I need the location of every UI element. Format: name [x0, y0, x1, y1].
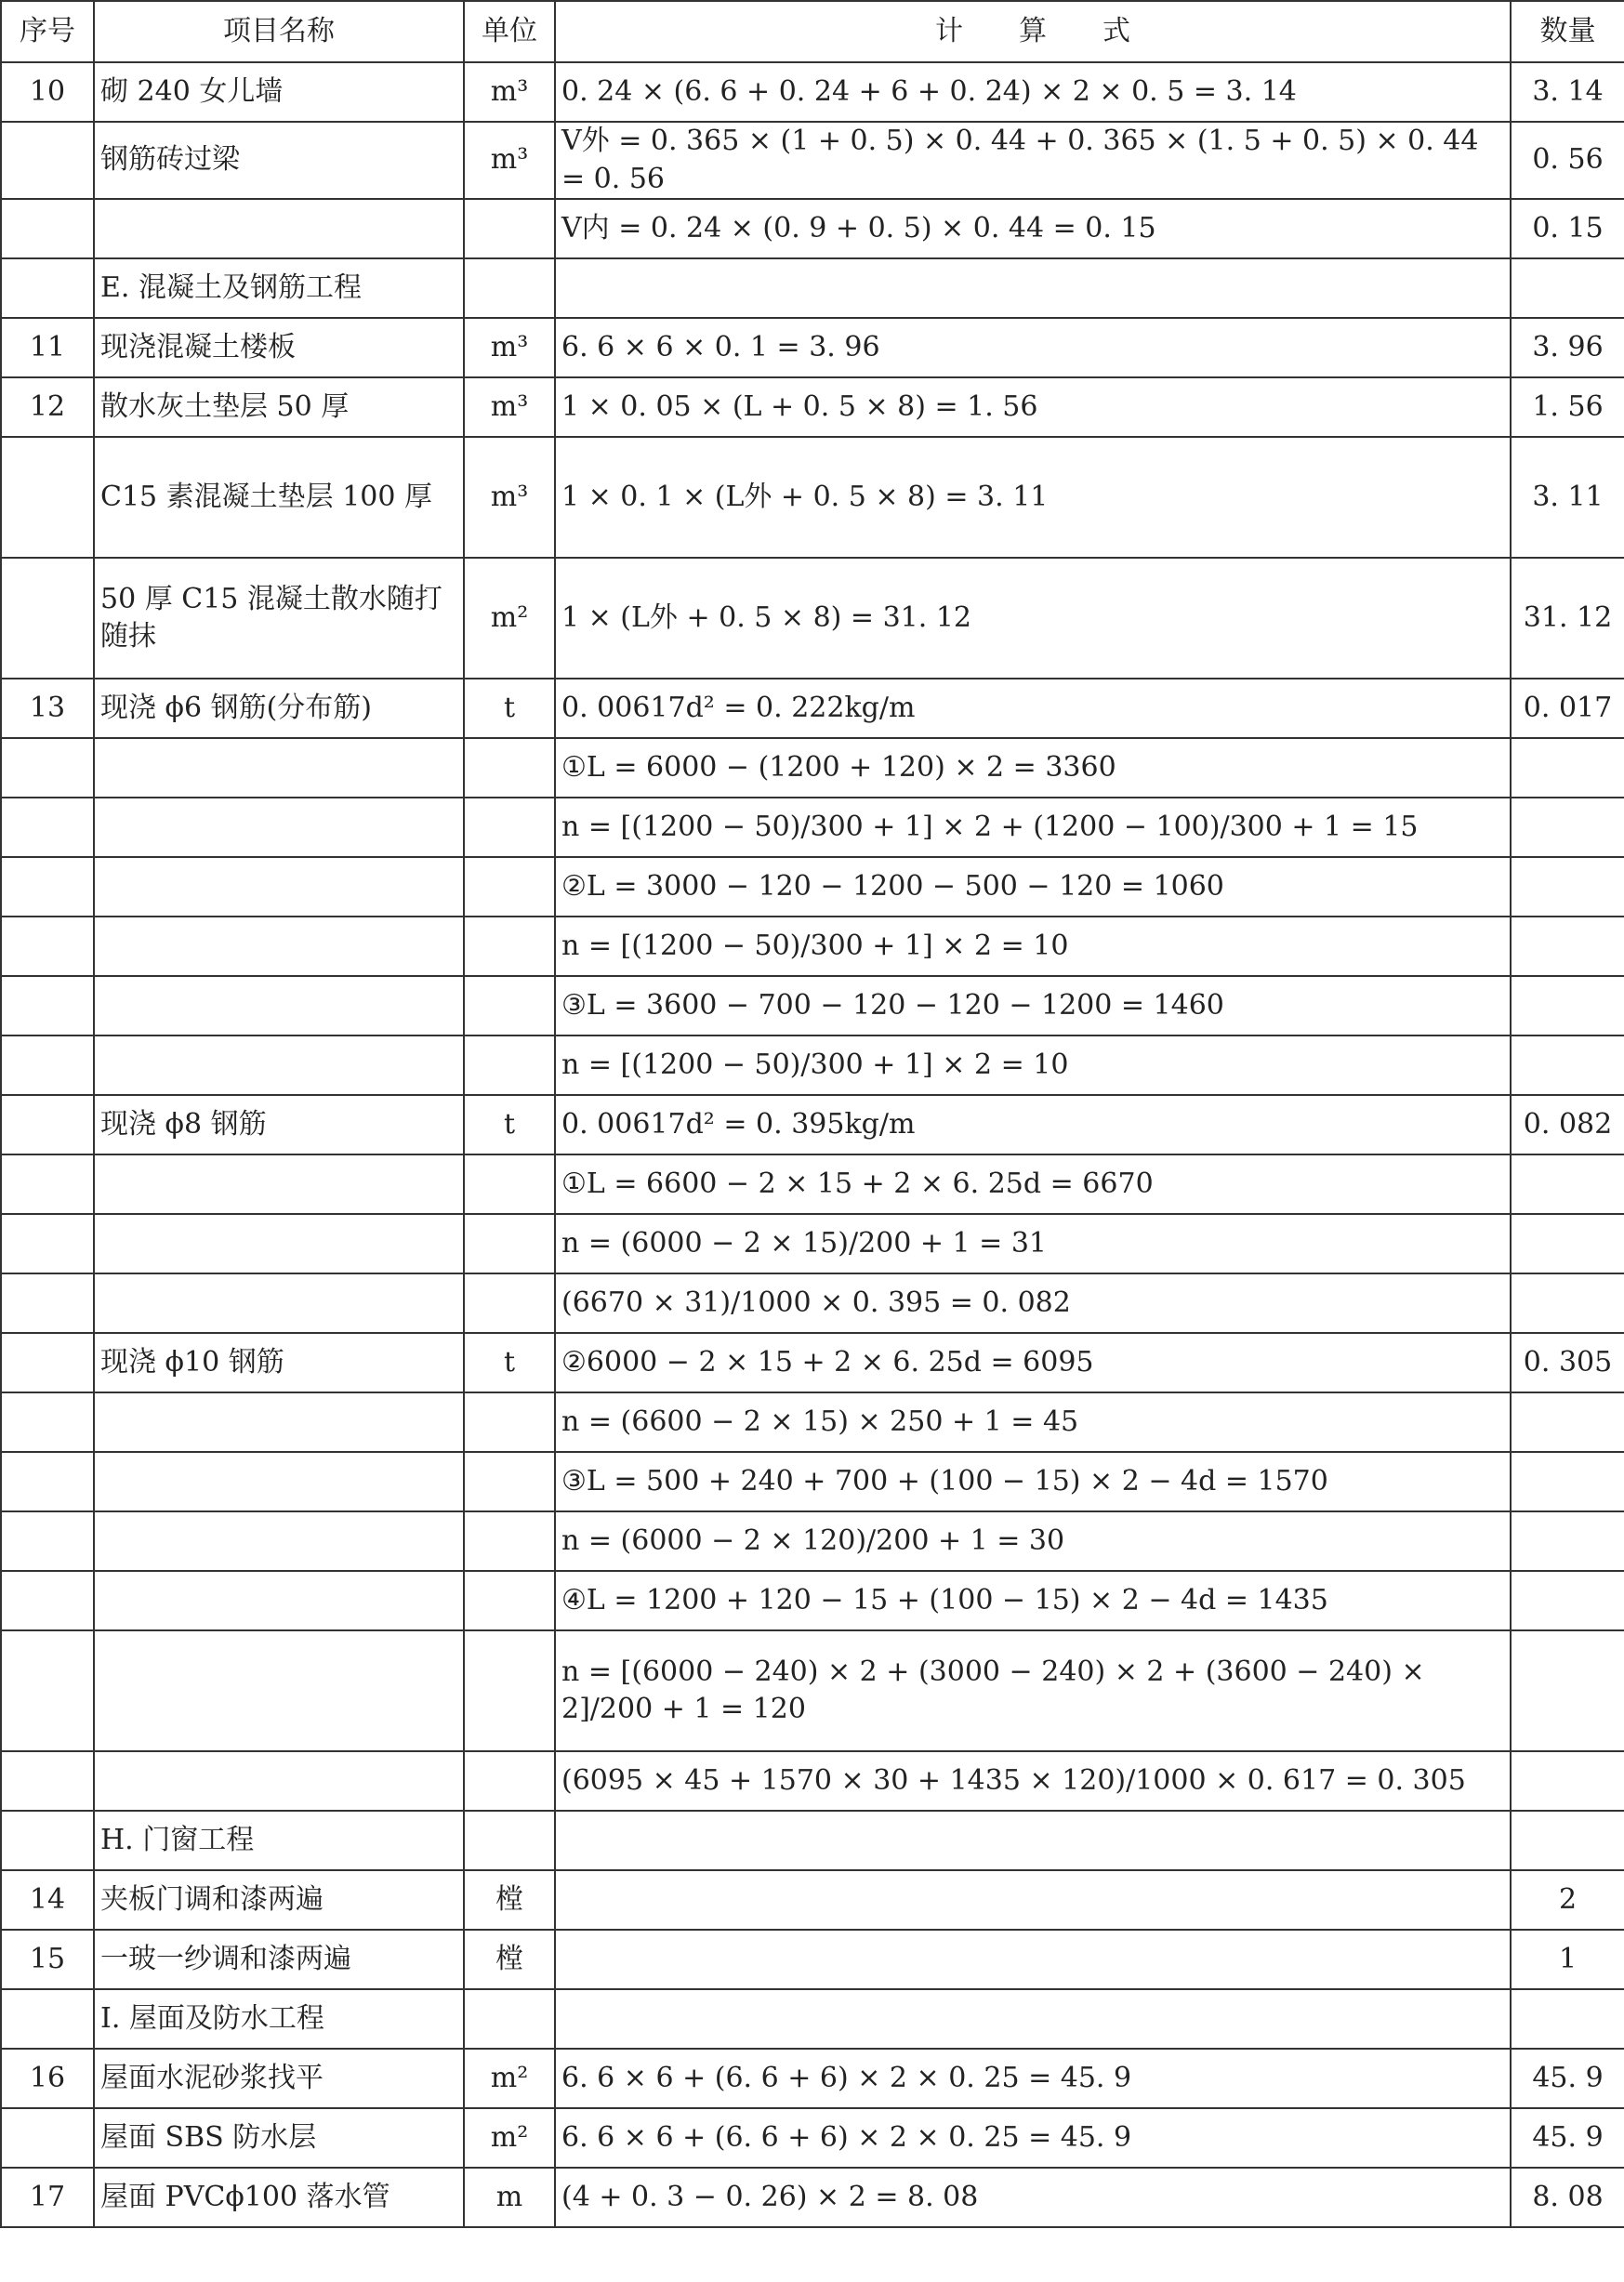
- formula-cell: 0. 24 × (6. 6 + 0. 24 + 6 + 0. 24) × 2 × 0. 5 = 3. 14: [555, 62, 1511, 122]
- formula-cell: V外 = 0. 365 × (1 + 0. 5) × 0. 44 + 0. 365 × (1. 5 + 0. 5) × 0. 44 = 0. 56: [555, 122, 1511, 199]
- unit-cell: [464, 1811, 555, 1870]
- quantity-cell: 1: [1511, 1930, 1624, 1989]
- row-number: [1, 1452, 94, 1511]
- formula-cell: n = (6000 − 2 × 120)/200 + 1 = 30: [555, 1511, 1511, 1571]
- unit-cell: [464, 1511, 555, 1571]
- unit-cell: [464, 258, 555, 318]
- formula-cell: n = [(6000 − 240) × 2 + (3000 − 240) × 2 + (3600 − 240) × 2]/200 + 1 = 120: [555, 1630, 1511, 1751]
- header-formula: 计 算 式: [555, 1, 1511, 62]
- unit-cell: 樘: [464, 1870, 555, 1930]
- table-row: [1, 1870, 1624, 1930]
- quantity-cell: [1511, 1154, 1624, 1214]
- table-row: [1, 62, 1624, 122]
- header-unit: 单位: [464, 1, 555, 62]
- table-row: [1, 1273, 1624, 1333]
- quantity-cell: [1511, 798, 1624, 857]
- formula-cell: n = (6000 − 2 × 15)/200 + 1 = 31: [555, 1214, 1511, 1273]
- header-name: 项目名称: [94, 1, 464, 62]
- quantity-cell: 1. 56: [1511, 377, 1624, 437]
- quantity-cell: [1511, 1273, 1624, 1333]
- unit-cell: [464, 1630, 555, 1751]
- row-number: [1, 122, 94, 199]
- formula-cell: [555, 1811, 1511, 1870]
- unit-cell: [464, 1392, 555, 1452]
- table-row: [1, 1751, 1624, 1811]
- quantity-cell: [1511, 1392, 1624, 1452]
- unit-cell: [464, 199, 555, 258]
- item-name: 屋面 PVCϕ100 落水管: [94, 2168, 464, 2227]
- table-row: [1, 377, 1624, 437]
- unit-cell: [464, 1452, 555, 1511]
- item-name: 砌 240 女儿墙: [94, 62, 464, 122]
- item-name: 现浇 ϕ10 钢筋: [94, 1333, 464, 1392]
- unit-cell: m³: [464, 377, 555, 437]
- row-number: [1, 1035, 94, 1095]
- formula-cell: (4 + 0. 3 − 0. 26) × 2 = 8. 08: [555, 2168, 1511, 2227]
- table-body: [1, 62, 1624, 2227]
- row-number: [1, 1154, 94, 1214]
- table-row: [1, 437, 1624, 558]
- unit-cell: [464, 976, 555, 1035]
- table-row: [1, 558, 1624, 679]
- formula-cell: 6. 6 × 6 × 0. 1 = 3. 96: [555, 318, 1511, 377]
- unit-cell: [464, 857, 555, 917]
- quantity-cell: [1511, 917, 1624, 976]
- unit-cell: [464, 1214, 555, 1273]
- unit-cell: [464, 1571, 555, 1630]
- quantity-cell: 3. 96: [1511, 318, 1624, 377]
- formula-cell: n = (6600 − 2 × 15) × 250 + 1 = 45: [555, 1392, 1511, 1452]
- table-row: [1, 857, 1624, 917]
- item-name: 现浇 ϕ6 钢筋(分布筋): [94, 679, 464, 738]
- item-name: [94, 917, 464, 976]
- row-number: [1, 1630, 94, 1751]
- formula-cell: 1 × 0. 1 × (L外 + 0. 5 × 8) = 3. 11: [555, 437, 1511, 558]
- row-number: [1, 1751, 94, 1811]
- formula-cell: n = [(1200 − 50)/300 + 1] × 2 = 10: [555, 917, 1511, 976]
- row-number: [1, 1273, 94, 1333]
- formula-cell: n = [(1200 − 50)/300 + 1] × 2 + (1200 − 100)/300 + 1 = 15: [555, 798, 1511, 857]
- formula-cell: n = [(1200 − 50)/300 + 1] × 2 = 10: [555, 1035, 1511, 1095]
- formula-cell: 1 × (L外 + 0. 5 × 8) = 31. 12: [555, 558, 1511, 679]
- unit-cell: [464, 1035, 555, 1095]
- table-row: [1, 679, 1624, 738]
- quantity-cell: [1511, 258, 1624, 318]
- item-name: E. 混凝土及钢筋工程: [94, 258, 464, 318]
- formula-cell: 1 × 0. 05 × (L + 0. 5 × 8) = 1. 56: [555, 377, 1511, 437]
- quantity-cell: [1511, 857, 1624, 917]
- item-name: [94, 857, 464, 917]
- row-number: 14: [1, 1870, 94, 1930]
- formula-cell: 0. 00617d² = 0. 395kg/m: [555, 1095, 1511, 1154]
- formula-cell: (6095 × 45 + 1570 × 30 + 1435 × 120)/1000 × 0. 617 = 0. 305: [555, 1751, 1511, 1811]
- item-name: 现浇混凝土楼板: [94, 318, 464, 377]
- unit-cell: m: [464, 2168, 555, 2227]
- quantity-cell: [1511, 1214, 1624, 1273]
- quantity-cell: 45. 9: [1511, 2108, 1624, 2168]
- row-number: [1, 2108, 94, 2168]
- table-row: [1, 2108, 1624, 2168]
- row-number: [1, 738, 94, 798]
- formula-cell: ②6000 − 2 × 15 + 2 × 6. 25d = 6095: [555, 1333, 1511, 1392]
- row-number: [1, 798, 94, 857]
- row-number: 16: [1, 2049, 94, 2108]
- quantity-cell: [1511, 1751, 1624, 1811]
- quantity-cell: 0. 56: [1511, 122, 1624, 199]
- row-number: [1, 1989, 94, 2049]
- row-number: [1, 1392, 94, 1452]
- quantity-cell: [1511, 1811, 1624, 1870]
- table-row: [1, 1035, 1624, 1095]
- item-name: [94, 199, 464, 258]
- row-number: [1, 258, 94, 318]
- table-row: [1, 1333, 1624, 1392]
- item-name: 现浇 ϕ8 钢筋: [94, 1095, 464, 1154]
- item-name: [94, 1511, 464, 1571]
- table-row: [1, 1630, 1624, 1751]
- table-row: [1, 1571, 1624, 1630]
- table-row: [1, 318, 1624, 377]
- unit-cell: [464, 1751, 555, 1811]
- unit-cell: 樘: [464, 1930, 555, 1989]
- header-qty: 数量: [1511, 1, 1624, 62]
- table-row: [1, 258, 1624, 318]
- quantity-cell: 0. 15: [1511, 199, 1624, 258]
- unit-cell: [464, 1154, 555, 1214]
- formula-cell: ②L = 3000 − 120 − 1200 − 500 − 120 = 1060: [555, 857, 1511, 917]
- quantity-cell: [1511, 1035, 1624, 1095]
- table-row: [1, 1392, 1624, 1452]
- item-name: 屋面 SBS 防水层: [94, 2108, 464, 2168]
- formula-cell: [555, 1870, 1511, 1930]
- item-name: [94, 738, 464, 798]
- header-row: [1, 1, 1624, 62]
- row-number: [1, 1811, 94, 1870]
- table-row: [1, 798, 1624, 857]
- table-row: [1, 1511, 1624, 1571]
- formula-cell: ④L = 1200 + 120 − 15 + (100 − 15) × 2 − 4d = 1435: [555, 1571, 1511, 1630]
- quantity-cell: 8. 08: [1511, 2168, 1624, 2227]
- row-number: [1, 857, 94, 917]
- formula-cell: 6. 6 × 6 + (6. 6 + 6) × 2 × 0. 25 = 45. 9: [555, 2108, 1511, 2168]
- quantity-cell: 0. 082: [1511, 1095, 1624, 1154]
- row-number: [1, 976, 94, 1035]
- item-name: [94, 1273, 464, 1333]
- item-name: [94, 1392, 464, 1452]
- table-row: [1, 1989, 1624, 2049]
- quantity-cell: [1511, 1452, 1624, 1511]
- quantity-cell: 0. 017: [1511, 679, 1624, 738]
- table-row: [1, 1154, 1624, 1214]
- item-name: 散水灰土垫层 50 厚: [94, 377, 464, 437]
- item-name: H. 门窗工程: [94, 1811, 464, 1870]
- header-no: 序号: [1, 1, 94, 62]
- table-row: [1, 738, 1624, 798]
- quantity-cell: [1511, 976, 1624, 1035]
- table-row: [1, 1095, 1624, 1154]
- formula-cell: [555, 1930, 1511, 1989]
- formula-cell: [555, 1989, 1511, 2049]
- formula-cell: ①L = 6600 − 2 × 15 + 2 × 6. 25d = 6670: [555, 1154, 1511, 1214]
- formula-cell: ①L = 6000 − (1200 + 120) × 2 = 3360: [555, 738, 1511, 798]
- item-name: 50 厚 C15 混凝土散水随打随抹: [94, 558, 464, 679]
- formula-cell: 6. 6 × 6 + (6. 6 + 6) × 2 × 0. 25 = 45. 9: [555, 2049, 1511, 2108]
- formula-cell: 0. 00617d² = 0. 222kg/m: [555, 679, 1511, 738]
- quantity-cell: 45. 9: [1511, 2049, 1624, 2108]
- item-name: [94, 1452, 464, 1511]
- item-name: [94, 1214, 464, 1273]
- quantity-cell: 31. 12: [1511, 558, 1624, 679]
- item-name: [94, 1035, 464, 1095]
- quantity-cell: 2: [1511, 1870, 1624, 1930]
- unit-cell: [464, 917, 555, 976]
- quantity-cell: 0. 305: [1511, 1333, 1624, 1392]
- unit-cell: m²: [464, 2108, 555, 2168]
- item-name: 一玻一纱调和漆两遍: [94, 1930, 464, 1989]
- item-name: [94, 1154, 464, 1214]
- row-number: 11: [1, 318, 94, 377]
- table-row: [1, 122, 1624, 199]
- row-number: [1, 1511, 94, 1571]
- formula-cell: (6670 × 31)/1000 × 0. 395 = 0. 082: [555, 1273, 1511, 1333]
- quantity-cell: [1511, 1511, 1624, 1571]
- quantity-cell: 3. 11: [1511, 437, 1624, 558]
- formula-cell: V内 = 0. 24 × (0. 9 + 0. 5) × 0. 44 = 0. 15: [555, 199, 1511, 258]
- unit-cell: m²: [464, 558, 555, 679]
- table-row: [1, 976, 1624, 1035]
- unit-cell: m³: [464, 122, 555, 199]
- row-number: 15: [1, 1930, 94, 1989]
- quantity-cell: 3. 14: [1511, 62, 1624, 122]
- row-number: [1, 437, 94, 558]
- unit-cell: m³: [464, 318, 555, 377]
- unit-cell: [464, 1989, 555, 2049]
- table-row: [1, 1214, 1624, 1273]
- unit-cell: m³: [464, 62, 555, 122]
- item-name: [94, 1571, 464, 1630]
- row-number: [1, 917, 94, 976]
- row-number: [1, 1095, 94, 1154]
- row-number: [1, 1214, 94, 1273]
- unit-cell: t: [464, 679, 555, 738]
- quantity-cell: [1511, 1571, 1624, 1630]
- quantity-cell: [1511, 1630, 1624, 1751]
- table-row: [1, 1811, 1624, 1870]
- unit-cell: [464, 798, 555, 857]
- item-name: [94, 976, 464, 1035]
- unit-cell: [464, 1273, 555, 1333]
- unit-cell: m³: [464, 437, 555, 558]
- table-row: [1, 917, 1624, 976]
- quantity-cell: [1511, 1989, 1624, 2049]
- row-number: 17: [1, 2168, 94, 2227]
- item-name: 钢筋砖过梁: [94, 122, 464, 199]
- item-name: [94, 798, 464, 857]
- formula-cell: ③L = 500 + 240 + 700 + (100 − 15) × 2 − 4d = 1570: [555, 1452, 1511, 1511]
- item-name: [94, 1630, 464, 1751]
- table-row: [1, 2168, 1624, 2227]
- unit-cell: t: [464, 1333, 555, 1392]
- table-row: [1, 1930, 1624, 1989]
- row-number: [1, 1333, 94, 1392]
- unit-cell: t: [464, 1095, 555, 1154]
- quantity-cell: [1511, 738, 1624, 798]
- row-number: 12: [1, 377, 94, 437]
- formula-cell: ③L = 3600 − 700 − 120 − 120 − 1200 = 1460: [555, 976, 1511, 1035]
- item-name: 夹板门调和漆两遍: [94, 1870, 464, 1930]
- row-number: 10: [1, 62, 94, 122]
- table-row: [1, 1452, 1624, 1511]
- item-name: C15 素混凝土垫层 100 厚: [94, 437, 464, 558]
- table-row: [1, 2049, 1624, 2108]
- row-number: [1, 199, 94, 258]
- unit-cell: m²: [464, 2049, 555, 2108]
- row-number: 13: [1, 679, 94, 738]
- row-number: [1, 558, 94, 679]
- item-name: I. 屋面及防水工程: [94, 1989, 464, 2049]
- table-row: [1, 199, 1624, 258]
- item-name: [94, 1751, 464, 1811]
- item-name: 屋面水泥砂浆找平: [94, 2049, 464, 2108]
- unit-cell: [464, 738, 555, 798]
- row-number: [1, 1571, 94, 1630]
- formula-cell: [555, 258, 1511, 318]
